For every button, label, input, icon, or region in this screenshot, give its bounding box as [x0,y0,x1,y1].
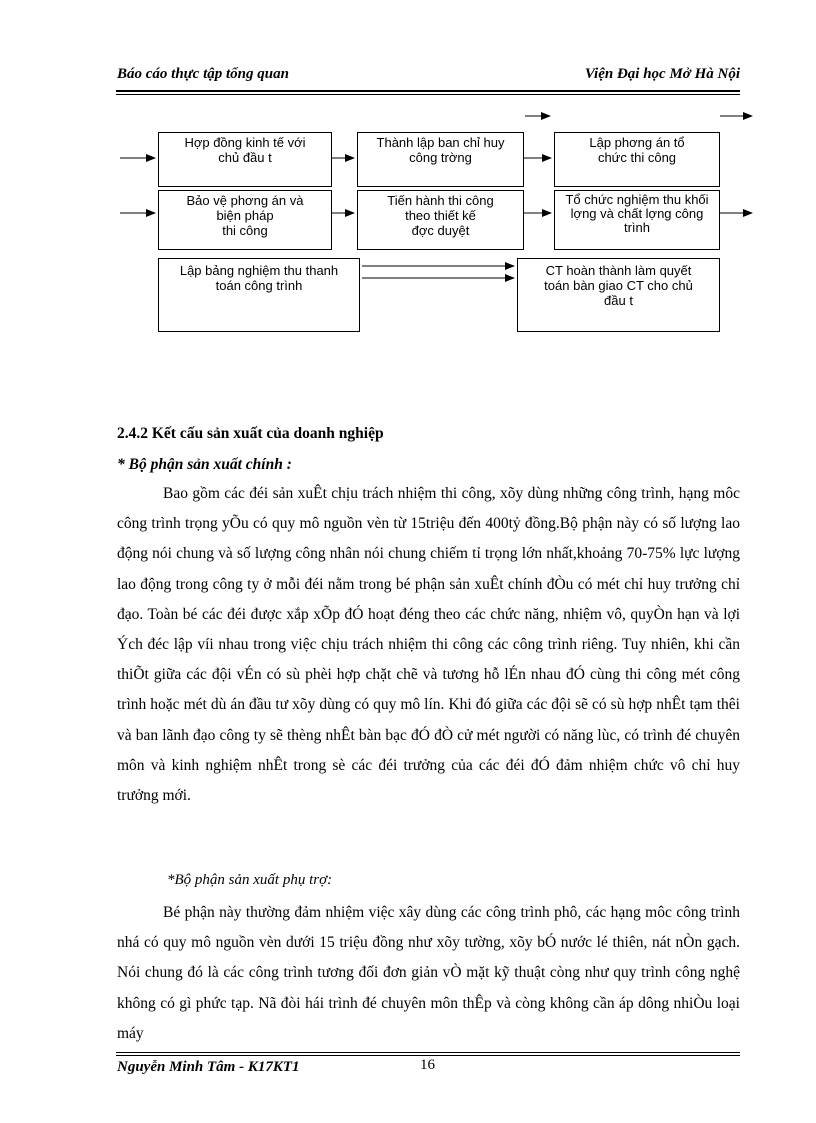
subheading-main-production: * Bộ phận sản xuất chính : [117,456,292,473]
flow-box-command-board: Thành lập ban chỉ huy công trờng [357,132,524,187]
flow-box-contract: Hợp đồng kinh tế với chủ đầu t [158,132,332,187]
header-title-left: Báo cáo thực tập tổng quan [117,66,289,82]
section-heading: 2.4.2 Kết cấu sản xuất của doanh nghiệp [117,425,384,442]
footer-rule [116,1052,740,1053]
flow-box-execute: Tiến hành thi công theo thiết kế đợc duyệt [357,190,524,250]
flow-box-payment-table: Lập bảng nghiệm thu thanh toán công trình [158,258,360,332]
flow-box-defend-plan: Bảo vệ phơng án và biện pháp thi công [158,190,332,250]
subheading-auxiliary-production: *Bộ phận sản xuất phụ trợ: [167,872,333,888]
footer-author: Nguyễn Minh Tâm - K17KT1 [117,1059,300,1075]
footer-rule-thin [116,1055,740,1056]
header-title-right: Viện Đại học Mở Hà Nội [584,66,740,82]
paragraph-main-production: Bao gồm các đéi sản xuÊt chịu trách nhiệm thi công, xõy dùng những công trình, hạng môc công trình trọng yÕu có quy mô nguồn vèn từ 15triệu đến 400tỷ đồng.Bộ phận này có số lượng lao động nói chung và số lượng công nhân nói chung chiếm tỉ trọng lớn nhất,khoảng 70-75% lực lượng lao động trong công ty ở mỗi đéi nằm trong bé phận sản xuÊt chính đÒu có mét chỉ huy trưởng chỉ đạo. Toàn bé các đéi được xắp xÕp đÓ hoạt đéng theo các chức năng, nhiệm vô, quyÒn hạn và lợi Ých đéc lập víi nhau trong việc chịu trách nhiệm thi công các công trình riêng. Tuy nhiên, khi cần thiÕt giữa các đội vÉn có sù phèi hợp chặt chẽ và tương hỗ lÉn nhau đÓ cùng thi công mét công trình hoặc mét dù án đầu tư xõy dùng có quy mô lín. Khi đó giữa các đội sẽ có sù hợp nhÊt tạm thêi và ban lãnh đạo công ty sẽ thèng nhÊt bàn bạc đÓ đÒ cử mét người có năng lùc, có trình đé chuyên môn và kinh nghiệm nhÊt trong sè các đéi trưởng của các đéi đÓ đảm nhiệm chức vô chỉ huy trưởng mới. [117,485,740,805]
flow-box-construction-plan: Lập phơng án tổ chức thi công [554,132,720,187]
flow-box-acceptance: Tổ chức nghiệm thu khối lợng và chất lợng công trình [554,190,720,250]
paragraph-auxiliary-production: Bé phận này thường đảm nhiệm việc xây dùng các công trình phô, các hạng môc công trình nhá có quy mô nguồn vèn dưới 15 triệu đồng như xõy tường, xõy bÓ nước lé thiên, nát nÒn gạch. Nói chung đó là các công trình tương đối đơn giản vÒ mặt kỹ thuật còng như quy trình công nghệ không có gì phức tạp. Nã đòi hái trình đé chuyên môn thÊp và còng không cần áp dông nhiÒu loại máy [117,904,740,1042]
page-number: 16 [420,1057,435,1073]
flow-box-handover: CT hoàn thành làm quyết toán bàn giao CT cho chủ đầu t [517,258,720,332]
